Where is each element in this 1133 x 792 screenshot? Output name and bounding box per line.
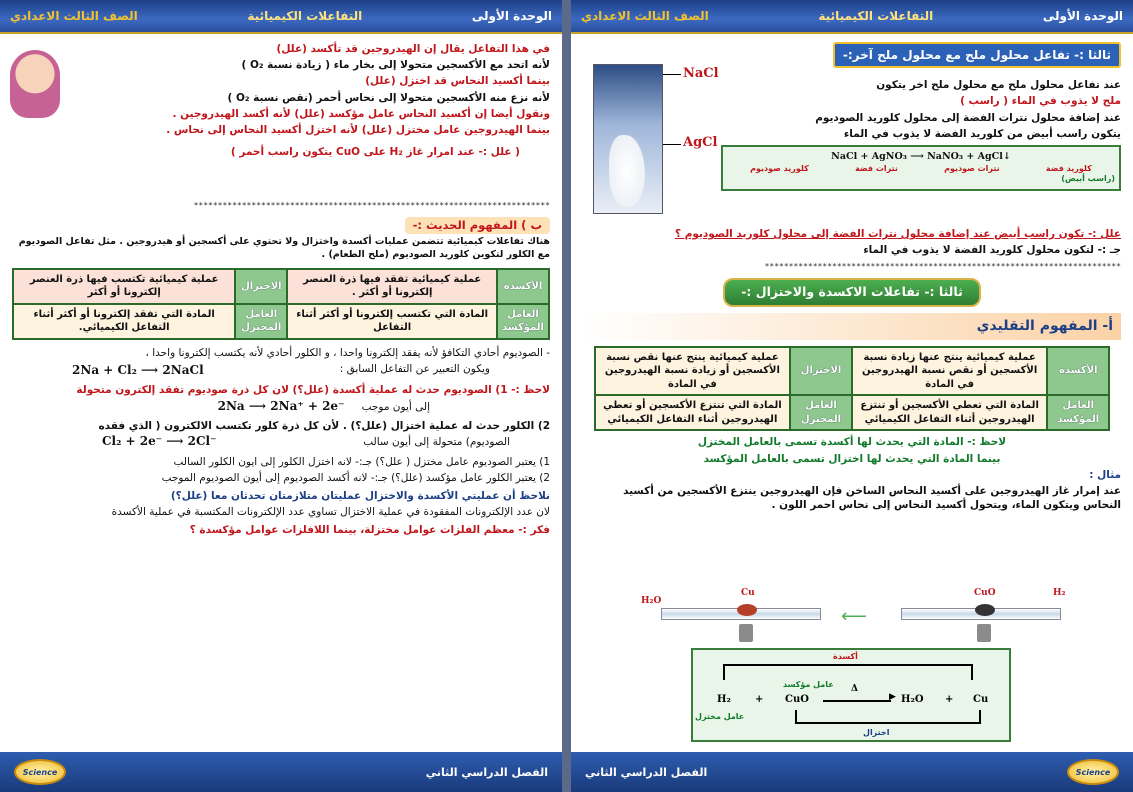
section3-title: ثالثا :- تفاعل محلول ملح مع محلول ملح آخر:- [833,42,1121,68]
q-copper-oxide-reduced: بينما أكسيد النحاس قد اختزل (علل) [365,75,550,88]
separator-stars: ************************************************************************** [193,201,550,210]
redox-diagram [691,648,1011,742]
diagram-cuo: CuO [785,694,809,705]
reduction-tag: اختزال [863,728,890,737]
note-chlorine-reduction: 2) الكلور حدث له عملية اختزال (علل؟) . لأن كل ذرة كلور تكتسب الالكترون ( الذي فقده [98,420,550,432]
header-topic: التفاعلات الكيميائية [818,9,934,23]
left-content-lower [12,196,550,748]
ox-def: عملية كيميائية ينتج عنها زيادة نسبة الأكسجين أو نقص نسبة الهيدروجين في المادة [852,347,1047,396]
note-simultaneous: نلاحظ أن عمليتي الأكسدة والاختزال عمليتان متلازمتان تحدثان معا (علل؟) [170,489,550,502]
modern-intro: هناك تفاعلات كيميائية تتضمن عمليات أكسدة واختزال ولا تحتوي على أكسجين أو هيدروجين . مثل تفاعل الصوديوم مع الكلور لتكوين كلوريد الصوديوم (ملح الطعام) . [18,236,550,261]
silver-nitrate-text: عند إضافة محلول نترات الفضة إلى محلول كلوريد الصوديوم [815,111,1121,124]
diagram-h2: H₂ [717,694,731,705]
nacl-pointer [663,74,681,75]
salt-reaction-text: عند تفاعل محلول ملح مع محلول ملح اخر يتكون [876,79,1121,92]
label-sodium-chloride: كلوريد صوديوم [750,163,809,173]
red-label: الاختزال [790,347,852,396]
header-grade: الصف الثالث الاعدادي [10,9,138,23]
modern-definitions-table [12,268,550,340]
ox-label: الأكسدة [497,269,549,304]
think-question: فكر :- معظم الفلزات عوامل مختزلة، بينما اللافلزات عوامل مؤكسدة ؟ [189,524,550,537]
note-sodium-oxidation: لاحظ :- 1) الصوديوم حدث له عملية أكسدة (علل؟) لان كل ذرة صوديوم تفقد إلكترون متحولة [76,384,550,397]
traditional-definitions-table [594,346,1110,432]
redox-diagram-wrapper [691,648,1011,742]
precipitation-equation: NaCl + AgNO₃ ⟶ NaNO₃ + AgCl↓ [831,150,1011,162]
redagent-label: العامل المختزل [235,304,287,339]
burner-left-image [739,624,753,642]
equation-chloride-ion: Cl₂ + 2e⁻ ⟶ 2Cl⁻ [102,434,217,449]
ox-label: الأكسدة [1047,347,1109,396]
right-page [571,0,1133,792]
redagent-label: العامل المختزل [790,395,852,430]
q-oxidizing-agent: ونقول أيضا إن أكسيد النحاس عامل مؤكسد (علل) لأنه أكسد الهيدروجين . [172,107,550,120]
note-sodium-positive-ion: إلى أيون موجب [361,400,430,413]
ox-def: عملية كيميائية تفقد فيها ذرة العنصر إلكترونا أو أكثر . [287,269,497,304]
q-hydrogen-oxidized: في هذا التفاعل يقال إن الهيدروجين قد تأكسد (علل) [276,43,550,55]
sodium-valence-text: - الصوديوم أحادي التكافؤ لأنه يفقد إلكترونا واحدا ، و الكلور أحادي لأنه يكتسب إلكترونا واحدا ، [145,346,550,359]
silver-chloride-text: يتكون راسب أبيض من كلوريد الفضة لا يذوب في الماء [843,127,1121,140]
agcl-label: AgCl [683,135,718,150]
left-page [0,0,562,792]
header-unit: الوحدة الأولى [1042,9,1123,23]
equation-sodium-ion: 2Na ⟶ 2Na⁺ + 2e⁻ [217,398,345,413]
diagram-plus-1: + [755,694,764,705]
note-chlorine-negative-ion: الصوديوم) متحولة إلى أيون سالب [363,436,510,449]
oxidation-tag: أكسدة [833,652,858,661]
science-logo: Science [14,759,66,785]
apparatus-illustration [641,588,1081,644]
redox-title: ثالثا :- تفاعلات الاكسدة والاختزال :- [723,278,981,307]
example-title: مثال : [1089,468,1121,481]
label-silver-nitrate: نترات فضة [855,163,898,173]
a-copper-oxide-reduced: لأنه نزع منه الأكسجين متحولا إلى نحاس أحمر (نقص نسبة O₂ ) [227,91,550,104]
why-white-precipitate: علل :- تكون راسب أبيض عند إضافة محلول نترات الفضة إلى محلول كلوريد الصوديوم ؟ [674,228,1121,240]
diagram-cu: Cu [973,694,989,705]
oxidizer-tag: عامل مؤكسد [783,680,834,689]
footer-term: الفصل الدراسي الثاني [585,765,708,779]
red-def: عملية كيميائية تكتسب فيها ذرة العنصر إلكترونا أو أكثر [13,269,235,304]
nacl-label: NaCl [683,66,719,81]
diagram-delta: Δ [851,684,858,694]
agcl-pointer [663,144,681,145]
green-arrow-icon: ⟵ [841,606,867,627]
salt-precipitate-text: ملح لا يذوب في الماء ( راسب ) [960,95,1121,108]
separator-stars: ************************************************************************** [764,262,1121,272]
oxagent-label: العامل المؤكسد [1047,395,1109,430]
header-grade: الصف الثالث الاعدادي [581,9,709,23]
a-hydrogen-oxidized: لأنه اتحد مع الأكسجين متحولا إلى بخار ماء ( زيادة نسبة O₂ ) [241,59,550,72]
oxagent-label: العامل المؤكسد [497,304,549,339]
traditional-concept-title: أ- المفهوم التقليدي [583,313,1121,340]
modern-concept-title: ب ) المفهوم الحديث :- [405,217,550,235]
label-silver-chloride: كلوريد فضة [1045,163,1092,173]
diagram-h2o: H₂O [901,694,924,705]
why-chlorine-oxidizer: 2) يعتبر الكلور عامل مؤكسد (علل؟) جـ:- لانه أكسد الصوديوم إلى أيون الصوديوم الموجب [161,471,550,484]
reducer-tag: عامل مختزل [695,712,745,721]
copper-oxide-sample-image [975,604,995,616]
science-logo: Science [1067,759,1119,785]
app-h2o-label: H₂O [641,596,662,606]
redagent-def: المادة التي تفقد إلكترونا أو أكثر أثناء التفاعل الكيميائي. [13,304,235,339]
page-footer [571,752,1133,792]
note-electron-balance: لان عدد الإلكترونات المفقودة في عملية الاختزال تساوي عدد الإلكترونات المكتسبة في عملية الأكسدة [111,506,550,519]
equation-nacl: 2Na + Cl₂ ⟶ 2NaCl [72,363,204,378]
app-h2-label: H₂ [1053,588,1066,598]
note-reduced-is-oxidizer: بينما المادة التي يحدث لها اختزال تسمى بالعامل المؤكسد [703,452,1001,465]
note-oxidized-is-reducer: لاحظ :- المادة التي يحدث لها أكسدة تسمى بالعامل المختزل [697,436,1007,449]
header-unit: الوحدة الأولى [471,9,552,23]
example-text: عند إمرار غاز الهيدروجين على أكسيد النحاس الساخن فإن الهيدروجين ينتزع الأكسجين من أكسيد النحاس ويتكون الماء، ويتحول أكسيد النحاس إلى نحاس احمر اللون . [623,484,1121,512]
cartoon-girl-image [10,50,60,118]
footer-term: الفصل الدراسي الثاني [425,765,548,779]
red-def: عملية كيميائية ينتج عنها نقص نسبة الأكسجين أو زيادة نسبة الهيدروجين في المادة [595,347,790,396]
reaction-expression-text: ويكون التعبير عن التفاعل السابق : [339,363,490,376]
red-label: الاختزال [235,269,287,304]
reaction-arrowhead-icon: ▶ [889,692,896,702]
precipitate-note: (راسب أبيض) [1061,174,1115,184]
page-header [0,0,562,34]
precipitation-equation-box [721,145,1121,191]
oxagent-def: المادة التي تعطي الأكسجين أو تنتزع الهيدروجين أثناء التفاعل الكيميائي [852,395,1047,430]
label-sodium-nitrate: نترات صوديوم [944,163,1000,173]
reduction-bracket [795,710,981,724]
redagent-def: المادة التي تنتزع الأكسجين أو تعطي الهيدروجين أثناء التفاعل الكيميائي [595,395,790,430]
page-header [571,0,1133,34]
oxidation-bracket [723,664,973,680]
q-reducing-agent: بينما الهيدروجين عامل مختزل (علل) لأنه اختزل أكسيد النحاس إلى نحاس . [166,123,550,136]
app-cuo-label: CuO [974,588,996,598]
why-sodium-reducer: 1) يعتبر الصوديوم عامل مختزل ( علل؟) جـ:- لانه اختزل الكلور إلى ايون الكلور السالب [173,455,550,468]
page-footer [0,752,562,792]
burner-right-image [977,624,991,642]
header-topic: التفاعلات الكيميائية [247,9,363,23]
copper-sample-image [737,604,757,616]
diagram-plus-2: + [945,694,954,705]
app-cu-label: Cu [741,588,755,598]
q-red-precipitate: ( علل :- عند امرار غاز H₂ على CuO يتكون راسب أحمر ) [230,146,520,159]
reaction-arrow [823,700,891,702]
oxagent-def: المادة التي تكتسب إلكترونا أو أكثر أثناء التفاعل [287,304,497,339]
answer-white-precipitate: جـ :- لتكون محلول كلوريد الفضة لا يذوب في الماء [863,244,1121,257]
